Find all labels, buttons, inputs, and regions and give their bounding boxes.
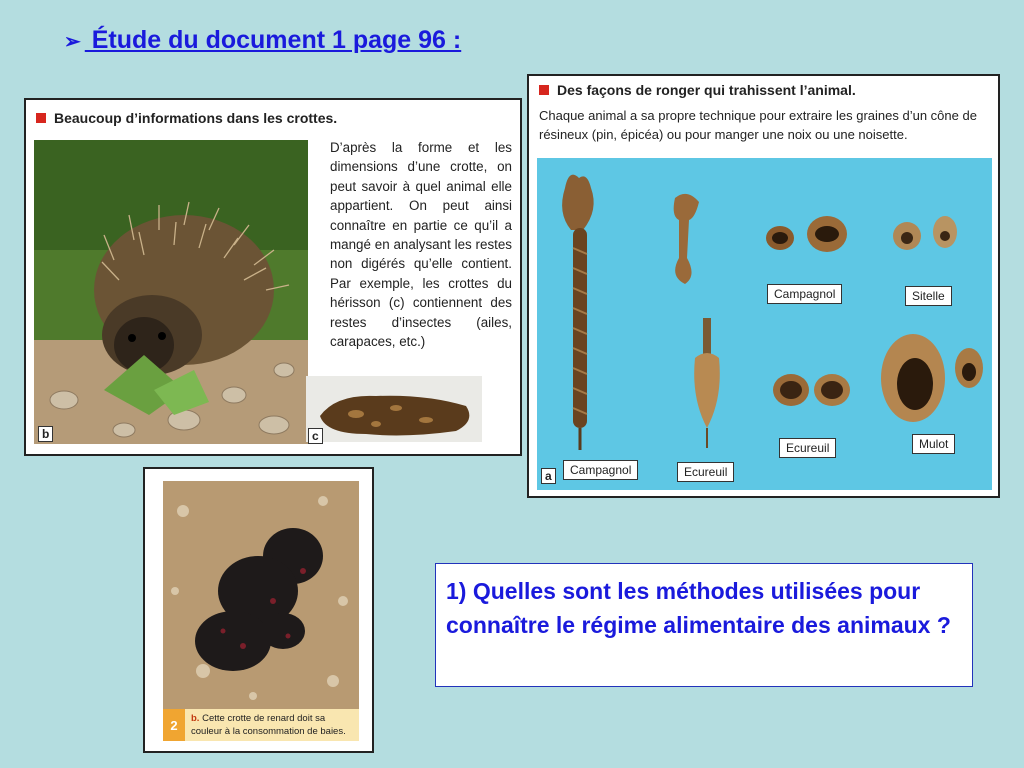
label-nut-sitelle: Sitelle — [905, 286, 952, 306]
hedgehog-dropping-photo — [306, 376, 482, 442]
gnawing-intro: Chaque animal a sa propre technique pour extraire les graines d’un cône de résineux (pin, épicéa) ou pour manger une noix ou une noisette. — [539, 108, 977, 142]
fox-dropping-photo — [163, 481, 359, 709]
red-square-icon — [539, 85, 549, 95]
label-nut-mulot: Mulot — [912, 434, 955, 454]
droppings-paragraph: D’après la forme et les dimensions d’une crotte, on peut savoir à quel animal elle appartient. On peut ainsi connaître en partie ce qu’il a mangé en analysant les restes non digérés qu’elle contient. Par exemple, les crottes du hérisson (c) contiennent des restes d’insectes (ailes, carapaces, etc.) — [330, 140, 512, 350]
gnawed-nuts-mulot — [881, 334, 983, 422]
hedgehog-photo — [34, 140, 308, 444]
gnawing-panel — [527, 74, 1000, 498]
gnawing-panel-title: Des façons de ronger qui trahissent l’animal. — [557, 82, 856, 98]
photo-a-tag: a — [541, 468, 556, 484]
red-square-icon — [36, 113, 46, 123]
droppings-panel-title: Beaucoup d’informations dans les crottes. — [54, 110, 338, 126]
gnawed-nuts-sitelle — [893, 216, 957, 250]
gnawed-nuts-campagnol — [766, 216, 847, 252]
gnawed-cone-campagnol — [562, 175, 594, 450]
question-box: 1) Quelles sont les méthodes utilisées pour connaître le régime alimentaire des animaux ? — [435, 563, 973, 687]
caption-letter: b. — [191, 713, 200, 724]
fox-caption — [163, 709, 359, 741]
droppings-panel-title-row — [36, 110, 337, 126]
label-cone-ecureuil: Ecureuil — [677, 462, 734, 482]
page-heading — [64, 26, 461, 55]
gnawed-cone-ecureuil — [694, 318, 720, 448]
caption-body: Cette crotte de renard doit sa couleur à la consommation de baies. — [191, 713, 346, 737]
photo-b-tag: b — [38, 426, 53, 442]
label-nut-ecureuil: Ecureuil — [779, 438, 836, 458]
gnawed-nuts-ecureuil — [773, 374, 850, 406]
label-nut-campagnol: Campagnol — [767, 284, 842, 304]
gnawed-cone-top — [674, 194, 699, 284]
heading-text: Étude du document 1 page 96 : — [84, 26, 462, 54]
figure-number: 2 — [163, 709, 185, 741]
gnawed-items-photo — [537, 158, 992, 490]
photo-c-tag: c — [308, 428, 323, 444]
arrow-bullet-icon: ➢ — [64, 31, 81, 53]
droppings-info-panel — [24, 98, 522, 456]
gnawing-panel-title-row — [539, 82, 856, 98]
fox-caption-text — [191, 712, 357, 738]
label-cone-campagnol: Campagnol — [563, 460, 638, 480]
fox-dropping-panel — [143, 467, 374, 753]
